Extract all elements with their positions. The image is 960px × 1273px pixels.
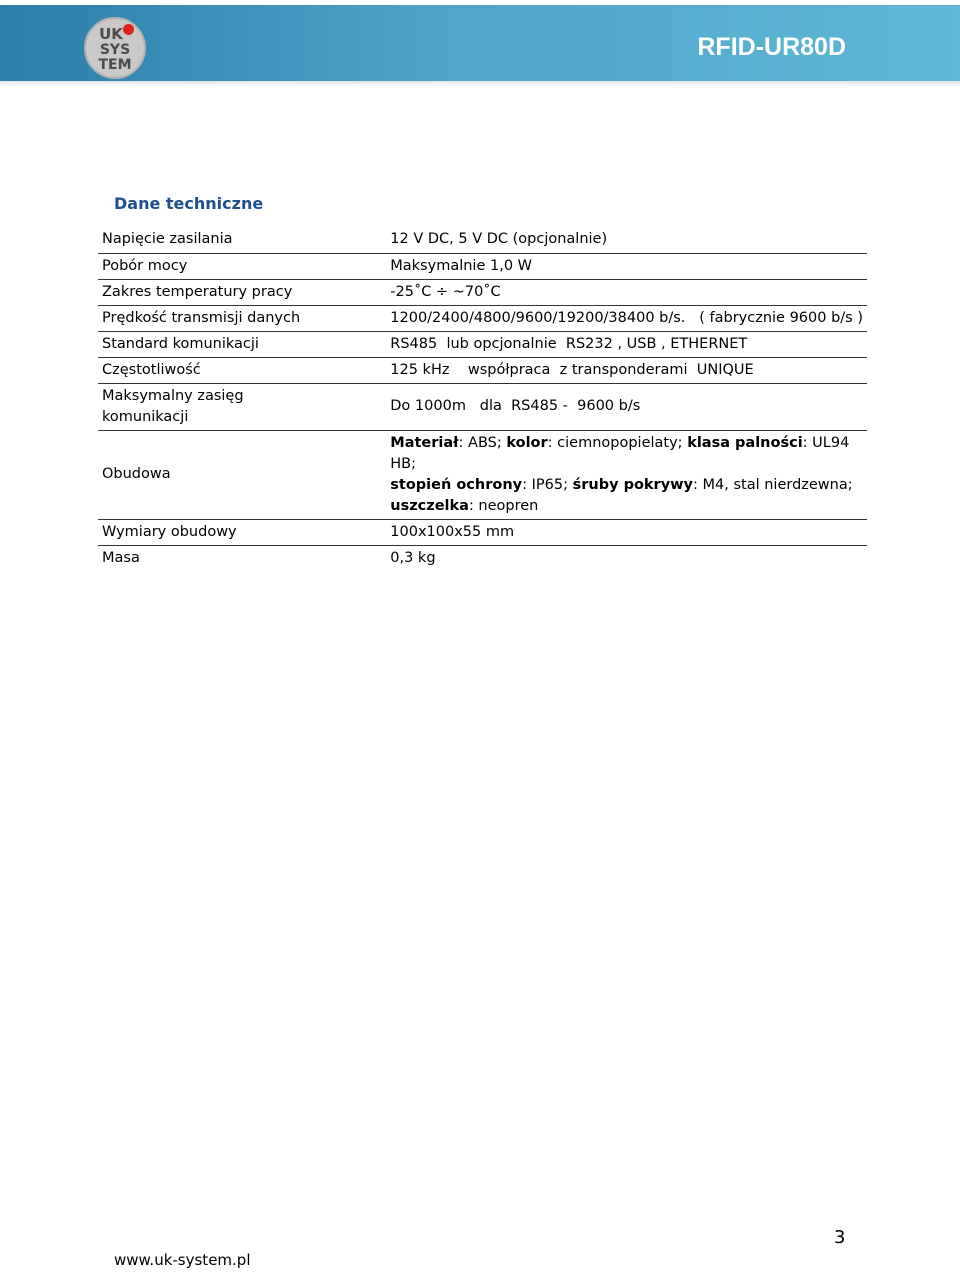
spec-key: Napięcie zasilania [98, 227, 382, 253]
header-shadow [0, 81, 960, 87]
document-title: RFID-UR80D [697, 33, 846, 61]
spec-key: Standard komunikacji [98, 331, 382, 357]
spec-row [98, 279, 867, 305]
housing-protection-label: stopień ochrony [390, 476, 523, 493]
spec-key: Częstotliwość [98, 357, 382, 383]
spec-key: Pobór mocy [98, 253, 382, 279]
spec-value: Do 1000m dla RS485 - 9600 b/s [382, 383, 867, 430]
spec-row [98, 430, 867, 519]
spec-value: 125 kHz współpraca z transponderami UNIQUE [382, 357, 867, 383]
spec-value: 1200/2400/4800/9600/19200/38400 b/s. ( fabrycznie 9600 b/s ) [382, 305, 867, 331]
spec-row [98, 545, 867, 571]
uk-system-logo [84, 17, 146, 79]
housing-flammability-label: klasa palności [687, 434, 803, 451]
spec-row [98, 253, 867, 279]
spec-value: 100x100x55 mm [382, 519, 867, 545]
spec-row [98, 519, 867, 545]
housing-gasket-label: uszczelka [390, 497, 469, 514]
housing-color-label: kolor [506, 434, 548, 451]
spec-row [98, 305, 867, 331]
housing-gasket-value: : neopren [468, 497, 539, 514]
housing-material-label: Materiał [390, 434, 459, 451]
spec-row [98, 227, 867, 253]
housing-color-value: : ciemnopopielaty; [547, 434, 688, 451]
housing-screws-label: śruby pokrywy [572, 476, 694, 493]
header-band [0, 5, 960, 81]
housing-protection-value: : IP65; [522, 476, 573, 493]
spec-key: Wymiary obudowy [98, 519, 382, 545]
spec-row [98, 331, 867, 357]
logo-text-line2: SYS [99, 42, 131, 58]
logo-text-line1: UK [99, 25, 123, 43]
spec-value: -25˚C ÷ ~70˚C [382, 279, 867, 305]
housing-flammability-value: : UL94 HB; [390, 434, 850, 472]
spec-table [98, 227, 867, 571]
spec-key: Obudowa [98, 430, 382, 519]
spec-key: Prędkość transmisji danych [98, 305, 382, 331]
spec-key: Zakres temperatury pracy [98, 279, 382, 305]
page-number: 3 [834, 1227, 846, 1248]
spec-value: 12 V DC, 5 V DC (opcjonalnie) [382, 227, 867, 253]
housing-material-value: : ABS; [458, 434, 507, 451]
spec-value-housing [382, 430, 867, 519]
housing-screws-value: : M4, stal nierdzewna; [693, 476, 853, 493]
spec-value: RS485 lub opcjonalnie RS232 , USB , ETHERNET [382, 331, 867, 357]
spec-value: 0,3 kg [390, 549, 436, 566]
spec-value: Maksymalnie 1,0 W [382, 253, 867, 279]
section-title: Dane techniczne [114, 194, 264, 213]
spec-row [98, 357, 867, 383]
spec-row [98, 383, 867, 430]
spec-key: Maksymalny zasięg komunikacji [98, 383, 382, 430]
logo-text-line3: TEM [98, 57, 132, 73]
footer-url[interactable]: www.uk-system.pl [114, 1251, 251, 1269]
spec-key: Masa [102, 549, 140, 566]
